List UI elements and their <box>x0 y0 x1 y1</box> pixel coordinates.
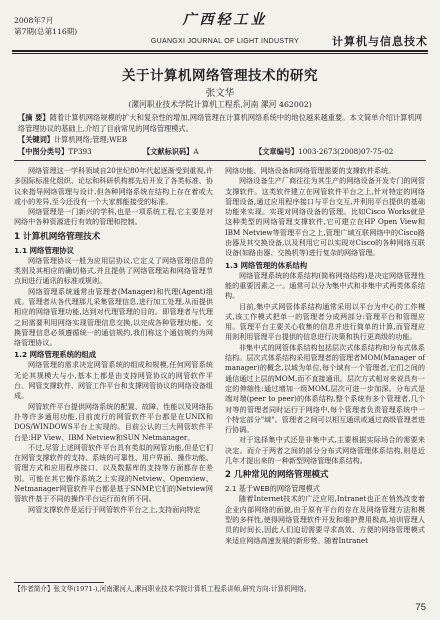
header-journal <box>150 12 300 47</box>
article-number-value: 1003-2673(2008)07-75-02 <box>298 147 394 156</box>
class-number <box>18 147 143 157</box>
article-affiliation: (漯河职业技术学院计算机工程系,河南 漯河 462002) <box>128 100 312 109</box>
section-heading: 1 计算机网络管理技术 <box>14 231 101 242</box>
doc-code <box>143 147 255 157</box>
header-date: 2008年7月 <box>14 16 54 25</box>
paragraph: 网络管理系统的体系结构(简称网络结构)是决定网络管理性能的重要因素之一。通常可以分为集中式和非集中式两类体系结构。 <box>225 270 425 301</box>
journal-name-en: GUANGXI JOURNAL OF LIGHT INDUSTRY <box>150 38 300 45</box>
paragraph: 随着Internet技术的广泛应用,Intranet也正在悄然改变着企业内部网络的面貌,由于原有平台的存在及网络管理方法和模型的多样性,使得网络管理软件开发和维护费用极高,培训管理人员的时间长,因此人们迫切需要寻求高效、方便的网络管理模式来适应网络高速发展的新形势。随着Intranet <box>225 494 425 545</box>
paragraph: 对于选择集中式还是非集中式,主要根据实际场合的需要来决定。而介于两者之间的部分分布式网络管理体系结构,则是近几年才提出来的一种新型网络管理体系结构。 <box>225 435 425 466</box>
paragraph: 目前,集中式网管体系结构通常采用以平台为中心的工作模式,该工作模式把单一的管理者分成两部分:管理平台和管理应用。管理平台主要关心收集的信息并进行简单的计算,而管理应用则利用管理平台提供的信息进行决策和执行更高级的功能。 <box>225 301 425 342</box>
header-rule-thin <box>12 53 428 54</box>
paragraph: 网络管理的需求决定网管系统的组成和规模,任何网管系统无论其规模大与小,基本上都是由支持网管协议的网管软件平台、网管支撑软件、网管工作平台和支撑网管协议的网络设备组成。 <box>14 360 213 401</box>
left-column <box>14 166 213 515</box>
paragraph: 网络管理这一学科领域自20世纪80年代起逐渐受到重视,许多国际标准化组织、论坛和科研机构都先后开发了各类标准、协议来指导网络管理与设计,但各种网络系统在结构上存在着或大或小的差异,至今还没有一个大家都能接受的标准。 <box>14 166 213 206</box>
keywords-label: 【关键词】 <box>18 135 54 144</box>
keywords <box>18 135 422 145</box>
footnote-rule <box>14 582 104 583</box>
subsection-heading: 1.2 网络管理系统的组成 <box>14 350 97 360</box>
paragraph: 网络设备生产厂商往往为其生产的网络设备开发专门的网管支撑软件。这类软件建立在网管软件平台之上,针对特定的网络管理设备,通过应用程序接口与平台交互,并利用平台提供的基础功能来实现。实现对网络设备的管理。比如Cisco Works就是这种类型的网络管理支撑软件,它可建立在HP Open View和IBM Netview等管理平台之上,管理广域互联网络中的Cisco路由器及其交换设备,以及利用它可以实现对Cisco的各种网络互联设备(如路由器、交换机等)进行复杂的网络管理。 <box>225 176 425 258</box>
paragraph: 不过,尽管上述网管软件平台具有类似的网管功能,但是它们在网管支撑软件的支持、系统的可靠性、用户界面、操作功能、管理方式和应用程序接口、以及数据库的支持等方面都存在差别。可能在其它操作系统之上实现的Netview、Openview、Netmanager网管软件平台都是基于SNMP,它们的Netview网管软件基于不同的操作平台运行而有所不同。 <box>14 442 213 504</box>
page-number: 75 <box>415 602 426 613</box>
subsection-heading: 2.1 基于WEB的网络管理模式 <box>225 484 320 494</box>
abstract-text: 随着计算机网络规模的扩大和复杂性的增加,网络管理在计算机网络系统中的地位越来越重要。本文简单介绍计算机网络管理协议的基础上,介绍了目前常见的网络管理模式。 <box>18 113 422 133</box>
paragraph: 网络管理协议一般为应用层协议,它定义了网络管理信息的类别及其相应的确切格式,并且提供了网络管理站和网络管理节点间进行通讯的标准或规则。 <box>14 255 213 286</box>
journal-name-cn: 广西轻工业 <box>182 12 268 28</box>
header-rule <box>12 50 428 52</box>
header-issue-info <box>14 15 77 37</box>
article-title: 关于计算机网络管理技术的研究 <box>122 68 318 84</box>
doc-code-value: A <box>193 147 199 156</box>
paragraph: 网管软件平台提供网络系统的配置、故障、性能以及网络拓扑等许多通用功能,目前流行的网管软件平台都是在UNIX和DOS/WINDOWS平台上实现的。目前公认的三大网管软件平台是:HP View、IBM Netview和SUN Netmanager。 <box>14 401 213 442</box>
header-issue: 第7期(总第116期) <box>14 27 78 36</box>
doc-code-label: 【文献标识码】 <box>143 147 194 156</box>
abstract-rule <box>14 160 426 161</box>
subsection-heading: 1.1 网络管理协议 <box>14 245 75 255</box>
article-author: 张文华 <box>205 88 235 99</box>
abstract <box>18 113 422 134</box>
subsection-heading: 1.3 网络管理的体系结构 <box>225 260 308 270</box>
paragraph: 网络管理是一门新兴的学科,也是一项系统工程,它主要是对网络中各种资源进行有效的管理和控制。 <box>14 207 213 227</box>
paragraph: 网管支撑软件是运行于网管软件平台之上,支持面向特定 <box>28 504 201 514</box>
section-name: 计算机与信息技术 <box>332 35 428 48</box>
paragraph: 网络功能、网络设备和网络管理需要的支撑软件系统。 <box>225 166 396 175</box>
paragraph: 网络管理系统通常由管理者(Manager)和代理(Agent)组成。管理者从各代理那儿采集管理信息,进行加工处理,从而提供相应的网络管理功能,达到对代理管理的目的。即管理者与代理之间需要利用网络实现管理信息交换,以完成各种管理功能。交换管理信息必须遵循统一的通信规约,我们称这个通信规约为网络管理协议。 <box>14 286 213 348</box>
paragraph: 非集中式的网管体系结构包括层次式体系结构和分布式体系结构。层次式体系结构采用管理者的管理者MOM(Manager of manager)的概念,以域为单位,每个域有一个管理者,它们之间的通信通过上层的MOM,而不直接通讯。层次方式相对来说具有一定的伸缩性:通过增加一级MOM,层次可进一步加深。分布式是端对端(peer to peer)的体系结构,整个系统有多个管理者,几个对等的管理者同时运行于网络中,每个管理者负责管理系统中一个特定部分"域"。管理者之间可以相互通讯或通过高级管理者进行协调。 <box>225 342 425 435</box>
abstract-label: 【摘 要】 <box>18 113 50 122</box>
article-number <box>255 147 393 157</box>
article-number-label: 【文章编号】 <box>255 147 299 156</box>
class-value: TP393 <box>68 147 92 156</box>
class-label: 【中图分类号】 <box>18 147 69 156</box>
right-column <box>225 166 425 546</box>
section-heading: 2 几种常见的网络管理模式 <box>225 470 329 481</box>
author-footnote: 【作者简介】张文华(1971-),河南漯河人,漯河职业技术学院计算机工程系讲师,研究方向:计算机网络。 <box>14 585 311 593</box>
keywords-text: 计算机网络;管理;WEB <box>53 135 128 144</box>
classification-line <box>18 147 422 157</box>
